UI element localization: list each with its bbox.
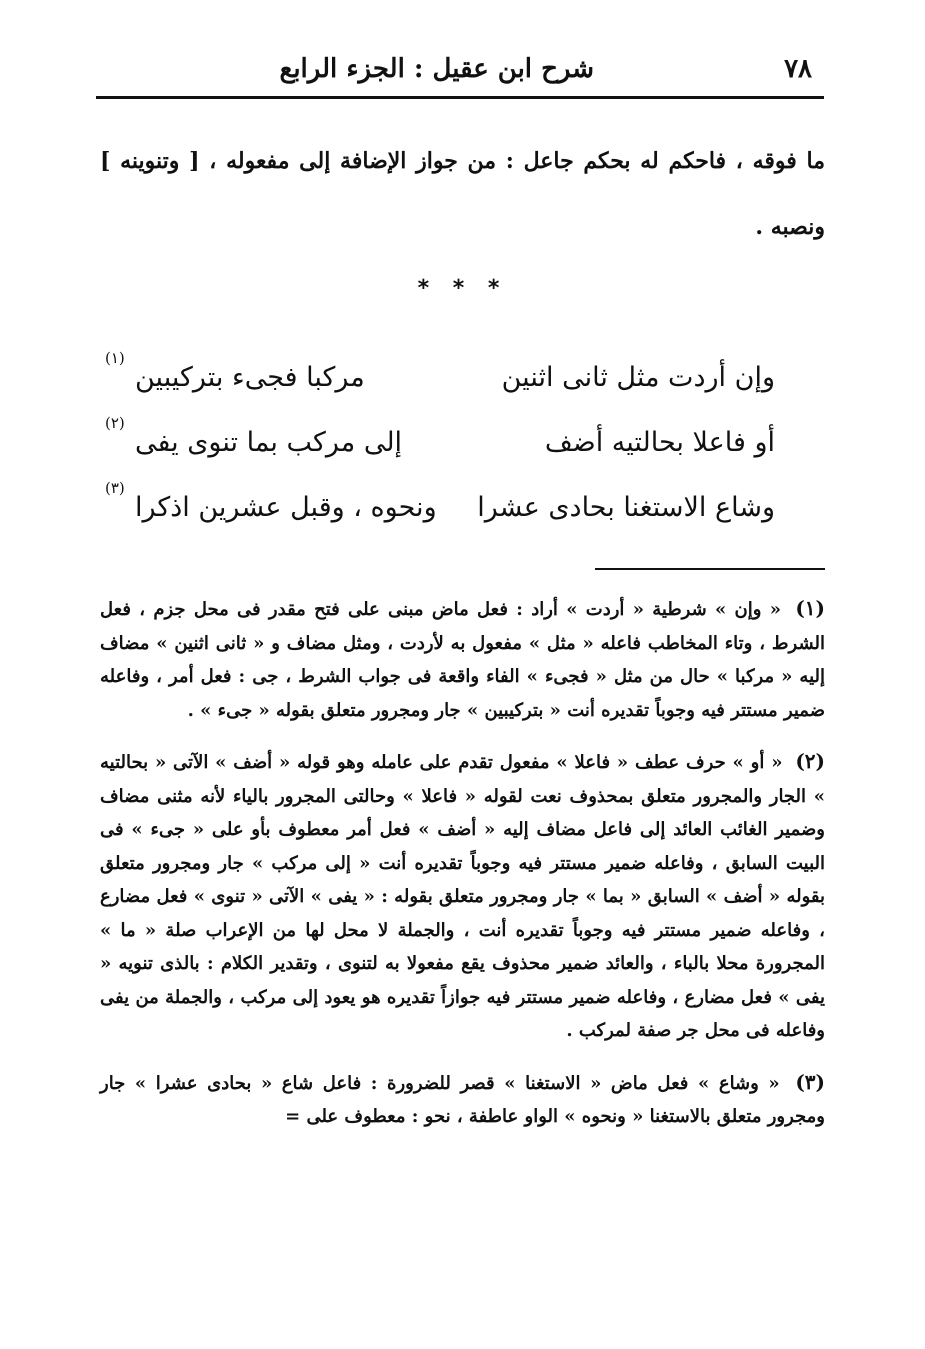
header-rule [96,96,824,99]
footnote-rule [595,568,825,570]
footnote-text: « وإن » شرطية « أردت » أراد : فعل ماض مبنى على فتح مقدر فى محل جزم ، فعل الشرط ، وتاء المخاطب فاعله « مثل » مفعول به لأردت ، ومثل مضاف و « ثانى اثنين » مضاف إليه « مركبا » حال من مثل « فجىء » الفاء واقعة فى جواب الشرط ، جى : فعل أمر ، وفاعله ضمير مستتر فيه وجوباً تقديره أنت « بتركيبين » جار ومجرور متعلق بقوله « جىء » . [100,599,825,721]
footnote-text: « وشاع » فعل ماض « الاستغنا » قصر للضرورة : فاعل شاع « بحادى عشرا » جار ومجرور متعلق بالاستغنا « ونحوه » الواو عاطفة ، نحو : معطوف على = [100,1072,825,1127]
footnote-number: (١) [795,596,825,620]
intro-paragraph: ما فوقه ، فاحكم له بحكم جاعل : من جواز الإضافة إلى مفعوله ، [ وتنوينه ] ونصبه . [100,148,825,240]
section-separator: * * * [417,276,508,301]
footnote-number: (٢) [795,749,825,773]
page-header [96,52,824,98]
verse-first-hemistich: وإن أردت مثل ثانى اثنين [501,362,775,393]
verse-second-hemistich: ونحوه ، وقبل عشرين اذكرا [135,492,437,523]
verse-first-hemistich: وشاع الاستغنا بحادى عشرا [477,492,775,523]
verse-first-hemistich: أو فاعلا بحالتيه أضف [544,427,775,458]
verse-second-hemistich: إلى مركب بما تنوى يفى [135,427,403,458]
footnote [100,592,825,727]
footnotes-section [100,592,825,1152]
running-title: شرح ابن عقيل : الجزء الرابع [279,54,594,84]
footnote-number: (٣) [795,1069,825,1094]
verse-block [105,345,775,540]
footnote [100,1066,825,1134]
page-number: ٧٨ [784,54,812,84]
footnote-text: « أو » حرف عطف « فاعلا » مفعول تقدم على عامله وهو قوله « أضف » الآتى « بحالتيه » الجار والمجرور متعلق بمحذوف نعت لقوله « فاعلا » وحالتى المجرور بالياء لأنه مثنى مضاف وضمير الغائب العائد إلى فاعل مضاف إليه « أضف » فعل أمر معطوف بأو على « جىء » فى البيت السابق ، وفاعله ضمير مستتر فيه وجوباً تقديره أنت « إلى مركب » جار ومجرور متعلق بقوله « أضف » السابق « بما » جار ومجرور متعلق بقوله : « يفى » الآتى « تنوى » فعل مضارع ، وفاعله ضمير مستتر فيه وجوباً تقديره أنت ، والجملة لا محل لها من الإعراب صلة « ما » المجرورة محلا بالباء ، والعائد ضمير محذوف يقع مفعولا به لتنوى ، وتقدير الكلام : بالذى تنويه « يفى » فعل مضارع ، وفاعله ضمير مستتر فيه جوازاً تقديره هو يعود إلى مركب ، والجملة من يفى وفاعله فى محل جر صفة لمركب . [100,752,825,1041]
footnote [100,745,825,1048]
verse-footnote-marker: (١) [105,349,125,367]
verse-line [105,410,775,475]
verse-line [105,475,775,540]
verse-second-hemistich: مركبا فجىء بتركيبين [135,362,365,393]
verse-line [105,345,775,410]
verse-footnote-marker: (٣) [105,479,125,497]
verse-footnote-marker: (٢) [105,414,125,432]
